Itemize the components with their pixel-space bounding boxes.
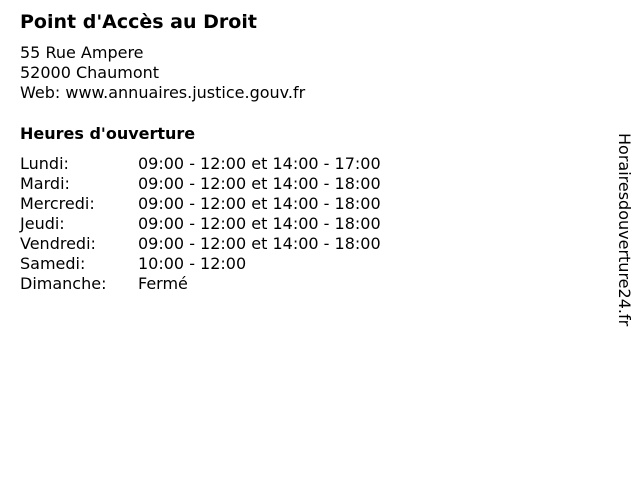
time-range: 09:00 - 12:00 et 14:00 - 18:00 bbox=[138, 214, 381, 233]
day-label: Samedi: bbox=[20, 254, 86, 273]
day-label: Vendredi: bbox=[20, 234, 96, 253]
city-postcode: 52000 Chaumont bbox=[20, 63, 160, 82]
hours-heading: Heures d'ouverture bbox=[20, 124, 196, 143]
time-range: 09:00 - 12:00 et 14:00 - 17:00 bbox=[138, 154, 381, 173]
website-line: Web: www.annuaires.justice.gouv.fr bbox=[20, 83, 306, 102]
time-range: Fermé bbox=[138, 274, 188, 293]
hours-row-samedi bbox=[20, 254, 381, 274]
hours-table bbox=[20, 154, 381, 294]
hours-row-jeudi bbox=[20, 214, 381, 234]
hours-row-mardi bbox=[20, 174, 381, 194]
day-label: Mercredi: bbox=[20, 194, 95, 213]
time-range: 09:00 - 12:00 et 14:00 - 18:00 bbox=[138, 234, 381, 253]
time-range: 09:00 - 12:00 et 14:00 - 18:00 bbox=[138, 174, 381, 193]
page-title: Point d'Accès au Droit bbox=[20, 11, 257, 33]
hours-row-vendredi bbox=[20, 234, 381, 254]
time-range: 09:00 - 12:00 et 14:00 - 18:00 bbox=[138, 194, 381, 213]
site-watermark: Horairesdouverture24.fr bbox=[615, 133, 634, 327]
hours-row-mercredi bbox=[20, 194, 381, 214]
street-address: 55 Rue Ampere bbox=[20, 43, 144, 62]
address-block bbox=[20, 43, 305, 103]
day-label: Dimanche: bbox=[20, 274, 107, 293]
day-label: Jeudi: bbox=[20, 214, 65, 233]
time-range: 10:00 - 12:00 bbox=[138, 254, 247, 273]
hours-row-lundi bbox=[20, 154, 381, 174]
hours-row-dimanche bbox=[20, 274, 381, 294]
day-label: Mardi: bbox=[20, 174, 70, 193]
day-label: Lundi: bbox=[20, 154, 69, 173]
